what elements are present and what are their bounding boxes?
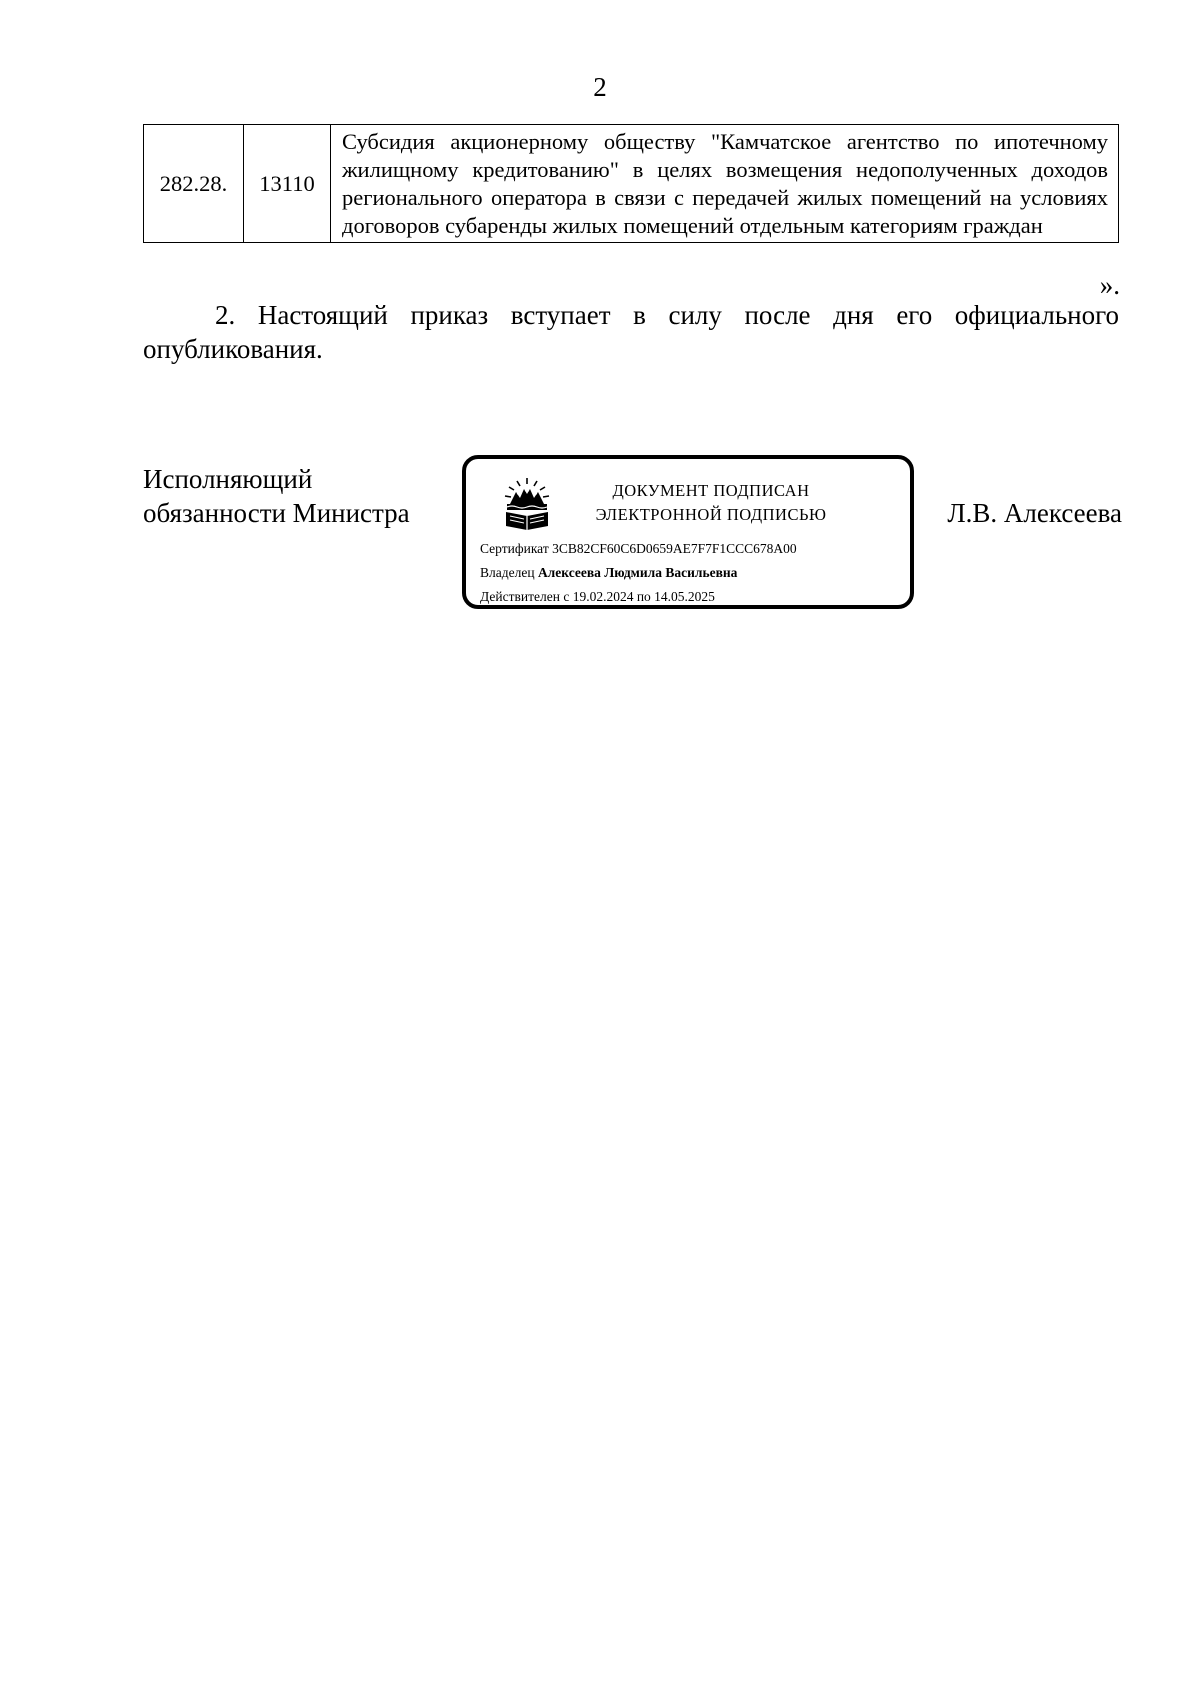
signer-name: Л.В. Алексеева: [947, 498, 1122, 528]
stamp-heading-line-2: ЭЛЕКТРОННОЙ ПОДПИСЬЮ: [595, 505, 827, 524]
valid-label: Действителен: [480, 589, 560, 604]
signer-title-line-2: обязанности Министра: [143, 498, 410, 528]
owner-value: Алексеева Людмила Васильевна: [537, 565, 738, 580]
valid-from-date: 19.02.2024: [572, 589, 634, 604]
stamp-heading: [566, 479, 856, 527]
stamp-certificate-line: [480, 537, 797, 561]
valid-from-label: с: [563, 589, 570, 604]
certificate-value: 3CB82CF60C6D0659AE7F7F1CCC678A00: [552, 541, 797, 556]
stamp-owner-line: [480, 561, 797, 585]
stamp-heading-line-1: ДОКУМЕНТ ПОДПИСАН: [612, 481, 810, 500]
stamp-validity-line: [480, 585, 797, 609]
row-code-cell: 13110: [244, 125, 331, 243]
stamp-details: [480, 537, 797, 609]
electronic-signature-stamp: [462, 455, 914, 609]
owner-label: Владелец: [480, 565, 535, 580]
effective-date-paragraph: 2. Настоящий приказ вступает в силу после дня его официального опубликования.: [143, 300, 1119, 364]
certificate-label: Сертификат: [480, 541, 549, 556]
page-number: 2: [593, 72, 607, 102]
valid-to-date: 14.05.2025: [654, 589, 715, 604]
valid-to-label: по: [636, 589, 651, 604]
signer-title-line-1: Исполняющий: [143, 464, 313, 494]
row-number-cell: 282.28.: [144, 125, 244, 243]
row-description-cell: Субсидия акционерному обществу "Камчатское агентство по ипотечному жилищному кредитованию" в целях возмещения недополученных доходов регионального оператора в связи с передачей жилых помещений на условиях договоров субаренды жилых помещений отдельным категориям граждан: [331, 125, 1119, 243]
signer-title: [143, 462, 410, 530]
emblem-icon: [502, 476, 552, 532]
closing-quote: ».: [1099, 270, 1120, 300]
table-row: [144, 125, 1119, 243]
budget-code-table: [143, 124, 1119, 243]
